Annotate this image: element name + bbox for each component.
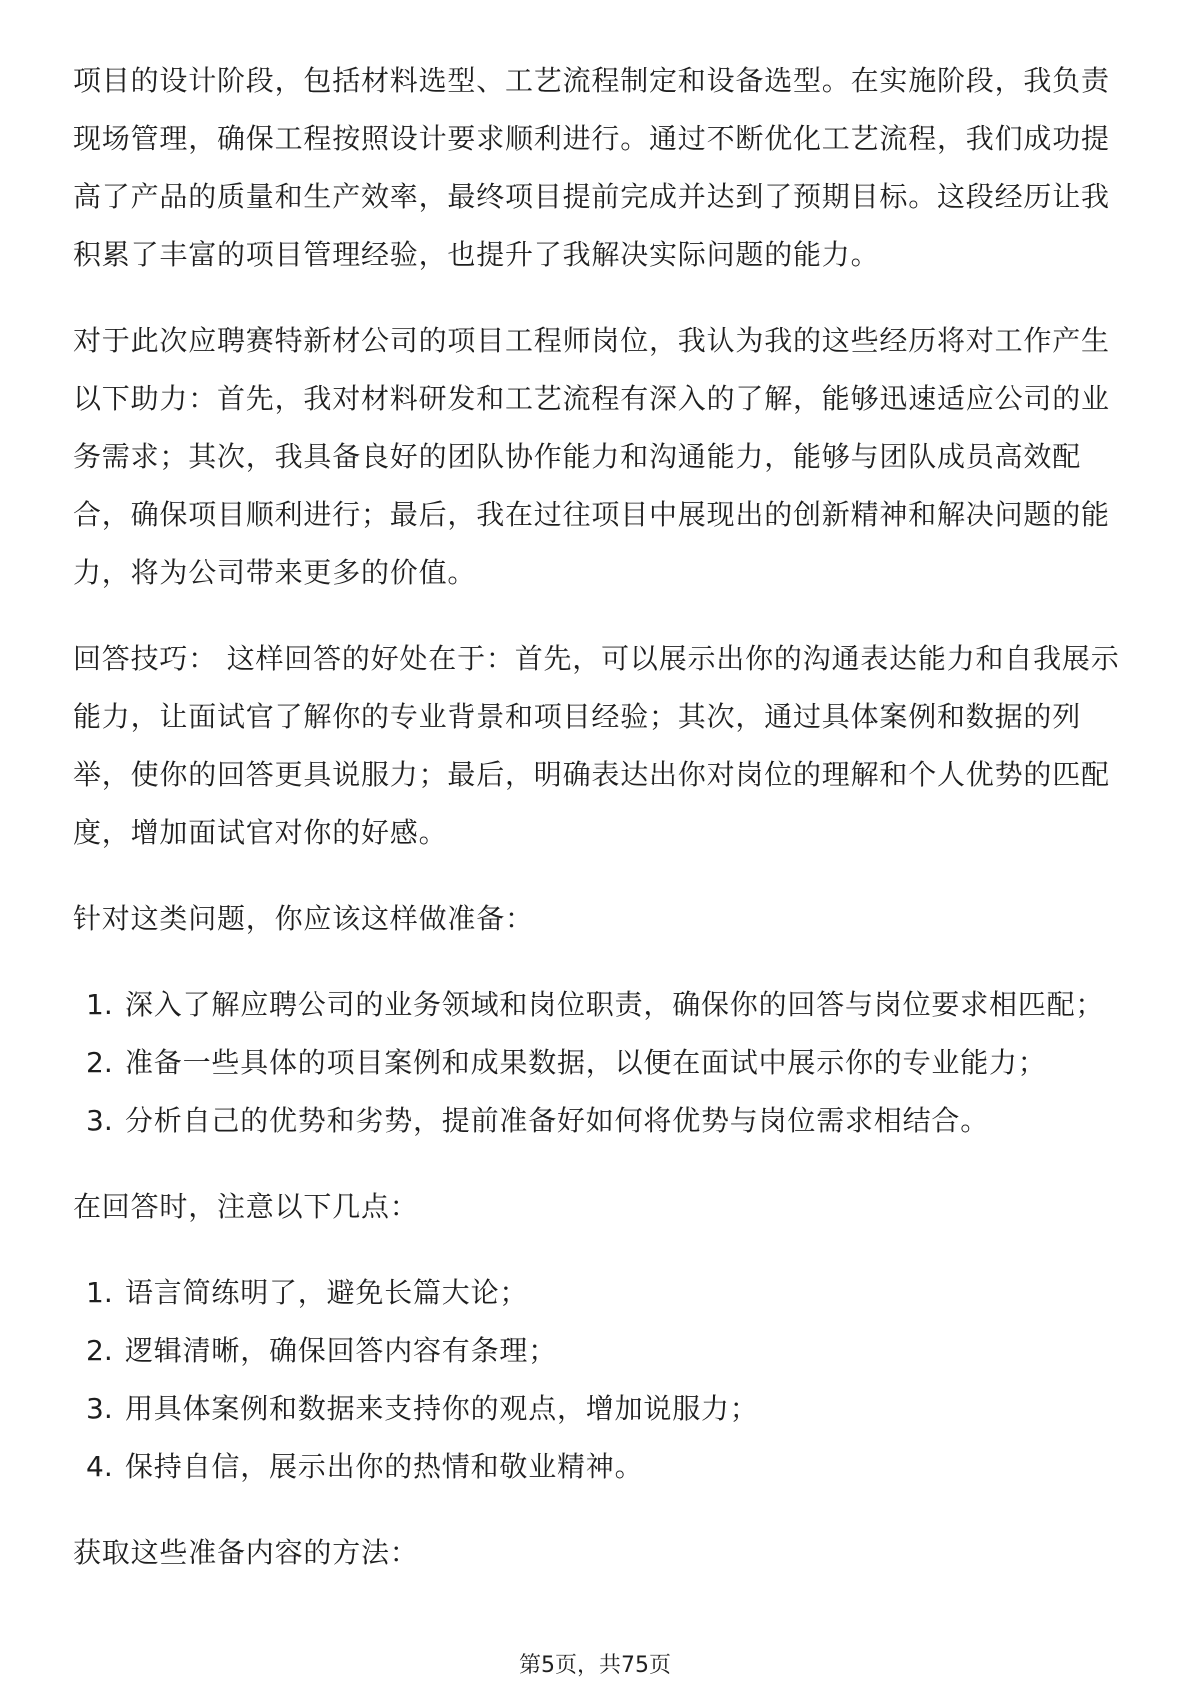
list-item: [73, 1092, 1153, 1150]
list-item: [73, 1034, 1153, 1092]
paragraph-line: 力，将为公司带来更多的价值。: [73, 556, 477, 589]
list-number: 1.: [86, 988, 113, 1021]
list-item: [73, 1380, 1153, 1438]
list-number: 2.: [86, 1334, 113, 1367]
answer-intro: [73, 1178, 1153, 1236]
document-body: [73, 52, 1153, 1610]
paragraph-line: 在回答时，注意以下几点：: [73, 1190, 419, 1223]
method-intro: [73, 1524, 1153, 1582]
list-item-text: 逻辑清晰，确保回答内容有条理；: [125, 1334, 558, 1367]
preparation-intro: [73, 890, 1153, 948]
paragraph-line: 获取这些准备内容的方法：: [73, 1536, 419, 1569]
paragraph-line: 对于此次应聘赛特新材公司的项目工程师岗位，我认为我的这些经历将对工作产生: [73, 324, 1110, 357]
paragraph-line: 合，确保项目顺利进行；最后，我在过往项目中展现出的创新精神和解决问题的能: [73, 498, 1110, 531]
preparation-list: [73, 976, 1153, 1150]
paragraph-line: 现场管理，确保工程按照设计要求顺利进行。通过不断优化工艺流程，我们成功提: [73, 122, 1110, 155]
page-indicator: 第5页，共75页: [519, 1653, 671, 1678]
list-item-text: 准备一些具体的项目案例和成果数据，以便在面试中展示你的专业能力；: [125, 1046, 1047, 1079]
answer-points-list: [73, 1264, 1153, 1496]
list-number: 3.: [86, 1104, 113, 1137]
paragraph-line: 以下助力：首先，我对材料研发和工艺流程有深入的了解，能够迅速适应公司的业: [73, 382, 1110, 415]
paragraph-line: 能力，让面试官了解你的专业背景和项目经验；其次，通过具体案例和数据的列: [73, 700, 1082, 733]
paragraph-line: 项目的设计阶段，包括材料选型、工艺流程制定和设备选型。在实施阶段，我负责: [73, 64, 1110, 97]
paragraph-line: 积累了丰富的项目管理经验，也提升了我解决实际问题的能力。: [73, 238, 880, 271]
list-item: [73, 976, 1153, 1034]
list-item-text: 保持自信，展示出你的热情和敬业精神。: [125, 1450, 644, 1483]
paragraph-project-experience: [73, 52, 1153, 284]
paragraph-line: 度，增加面试官对你的好感。: [73, 816, 448, 849]
paragraph-line: 举，使你的回答更具说服力；最后，明确表达出你对岗位的理解和个人优势的匹配: [73, 758, 1110, 791]
list-item-text: 深入了解应聘公司的业务领域和岗位职责，确保你的回答与岗位要求相匹配；: [125, 988, 1105, 1021]
paragraph-position-fit: [73, 312, 1153, 602]
paragraph-answer-tips: [73, 630, 1153, 862]
list-number: 3.: [86, 1392, 113, 1425]
list-item-text: 用具体案例和数据来支持你的观点，增加说服力；: [125, 1392, 759, 1425]
list-number: 2.: [86, 1046, 113, 1079]
list-item: [73, 1322, 1153, 1380]
list-number: 1.: [86, 1276, 113, 1309]
list-item: [73, 1438, 1153, 1496]
paragraph-line: 务需求；其次，我具备良好的团队协作能力和沟通能力，能够与团队成员高效配: [73, 440, 1082, 473]
list-item-text: 分析自己的优势和劣势，提前准备好如何将优势与岗位需求相结合。: [125, 1104, 990, 1137]
paragraph-line: 针对这类问题，你应该这样做准备：: [73, 902, 534, 935]
paragraph-line: 回答技巧： 这样回答的好处在于：首先，可以展示出你的沟通表达能力和自我展示: [73, 642, 1120, 675]
list-item-text: 语言简练明了，避免长篇大论；: [125, 1276, 529, 1309]
paragraph-line: 高了产品的质量和生产效率，最终项目提前完成并达到了预期目标。这段经历让我: [73, 180, 1110, 213]
list-item: [73, 1264, 1153, 1322]
list-number: 4.: [86, 1450, 113, 1483]
